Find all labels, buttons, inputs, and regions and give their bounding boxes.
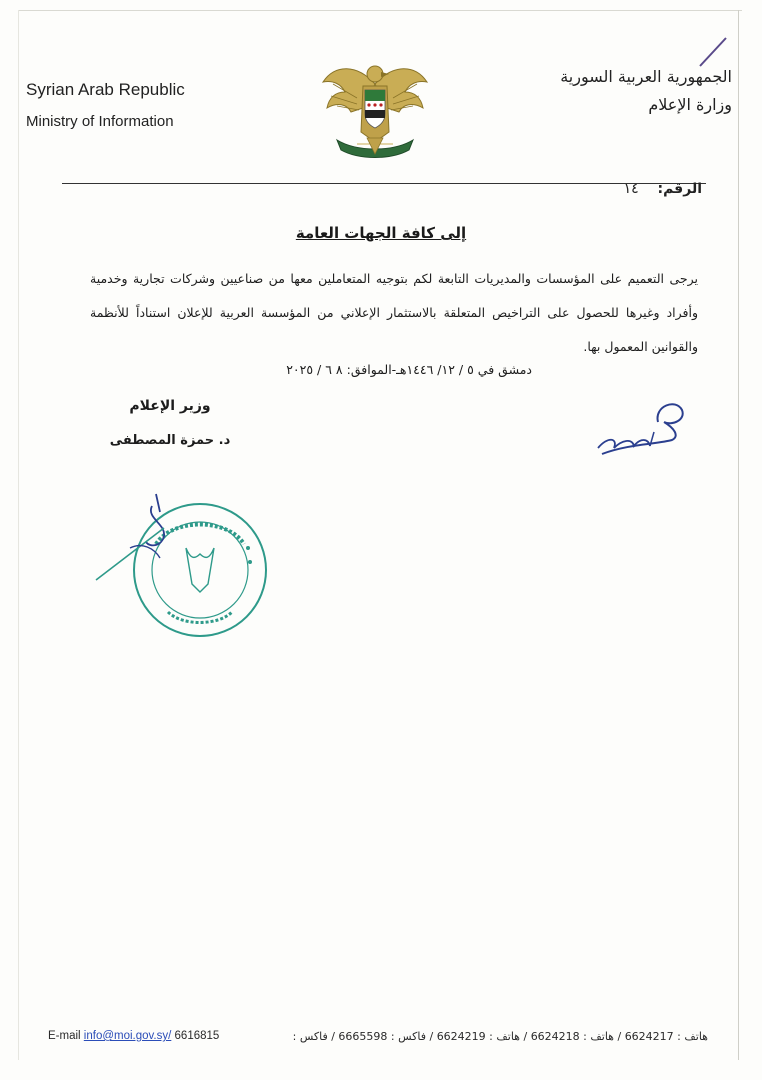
- fax-number: 6616815: [174, 1030, 220, 1042]
- ministry-name-ar: وزارة الإعلام: [648, 95, 732, 114]
- official-stamp-icon: [90, 488, 270, 648]
- letter-title: إلى كافة الجهات العامة: [295, 224, 467, 242]
- signatory-title: وزير الإعلام: [129, 398, 211, 414]
- english-letterhead: [26, 74, 185, 138]
- reference-value: ١٤: [623, 181, 639, 197]
- handwritten-initials-icon: [588, 392, 698, 472]
- pen-mark-icon: [694, 34, 730, 74]
- email-link[interactable]: info@moi.gov.sy/: [83, 1030, 172, 1042]
- letter-dateline: دمشق في ٥ / ١٢/ ١٤٤٦هـ-الموافق: ٨ ٦ / ٢٠٢٥: [286, 362, 532, 377]
- footer-contact-en: [48, 1030, 219, 1042]
- scan-edge: [738, 10, 739, 1060]
- eagle-emblem-icon: [317, 54, 433, 162]
- ministry-name-en: Ministry of Information: [26, 113, 174, 130]
- reference-label: الرقم:: [657, 181, 702, 197]
- header-divider: [62, 183, 706, 184]
- letter-body: يرجى التعميم على المؤسسات والمديريات التابعة لكم بتوجيه المتعاملين معها من صناعيين وشركات تجارية وخدمية وأفراد وغيرها للحصول على التراخيص المتعلقة بالاستثمار الإعلاني من المؤسسة العربية للإعلان استناداً للأنظمة والقوانين المعمول بها.: [90, 271, 698, 354]
- reference-number: [624, 181, 702, 197]
- country-name-ar: الجمهورية العربية السورية: [560, 67, 732, 86]
- footer-phones-ar: هاتف : 6624217 / هاتف : 6624218 / هاتف : 6624219 / فاكس : 6665598 / فاكس :: [292, 1030, 708, 1043]
- signatory-name: د. حمزة المصطفى: [109, 433, 231, 448]
- country-name-en: Syrian Arab Republic: [26, 80, 185, 99]
- scan-edge: [18, 10, 742, 11]
- scan-edge: [18, 10, 19, 1060]
- email-label: E-mail: [48, 1030, 81, 1042]
